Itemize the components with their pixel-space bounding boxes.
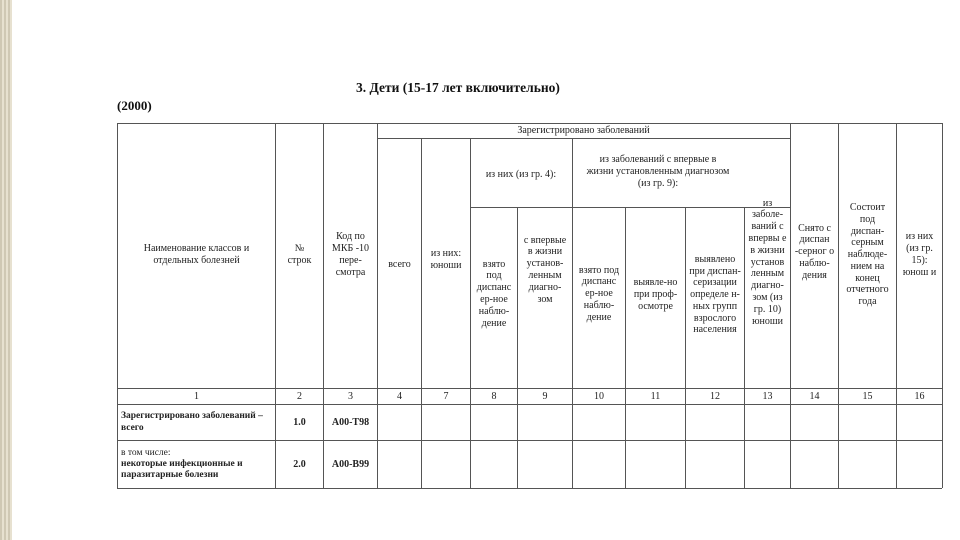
header-col12-dispensarization: выявлено при диспан-серизации определе н-ных групп взрослого населения bbox=[689, 253, 741, 336]
column-number: 16 bbox=[914, 390, 925, 402]
header-col1-name: Наименование классов и отдельных болезней bbox=[143, 243, 250, 266]
header-line-registered bbox=[377, 138, 790, 139]
col-divider bbox=[421, 138, 422, 488]
header-col13-boys-first-time: из заболе-ваний с впервы е в жизни установ ленным диагно-зом (из гр. 10) юноши bbox=[748, 197, 787, 327]
page-title: 3. Дети (15-17 лет включительно) bbox=[356, 80, 560, 95]
row-disease-name: Зарегистрировано заболеваний – всего bbox=[121, 411, 263, 433]
row-icd-code: A00-T98 bbox=[331, 416, 370, 428]
header-col16-boys: из них (из гр. 15): юнош и bbox=[902, 231, 937, 278]
column-number: 8 bbox=[491, 390, 497, 402]
header-line-subgroups bbox=[470, 207, 790, 208]
col-divider bbox=[896, 123, 897, 488]
header-registered: Зарегистрировано заболеваний bbox=[517, 124, 650, 136]
column-number: 1 bbox=[194, 390, 199, 402]
header-col15-under-observation: Состоит под диспан-серным наблюде-нием на конец отчетного года bbox=[846, 201, 889, 308]
column-number: 11 bbox=[650, 390, 661, 402]
header-col2-line: № строк bbox=[287, 243, 312, 266]
row-icd-code: A00-B99 bbox=[331, 458, 370, 470]
header-col10-dispensary: взято под диспанс ер-ное наблю-дение bbox=[578, 264, 620, 323]
col-divider bbox=[625, 207, 626, 488]
col-divider bbox=[790, 123, 791, 488]
column-number: 4 bbox=[397, 390, 402, 402]
row-disease-name: некоторые инфекционные и паразитарные болезни bbox=[121, 458, 243, 481]
header-col3-code: Код по МКБ -10 пере-смотра bbox=[331, 231, 370, 278]
row-name-prefix: в том числе: bbox=[121, 447, 171, 458]
header-col11-checkup: выявле-но при проф-осмотре bbox=[633, 277, 678, 312]
row-line-number: 1.0 bbox=[293, 416, 306, 428]
header-first-time-group: из заболеваний с впервые в жизни установленным диагнозом (из гр. 9): bbox=[586, 154, 730, 189]
row-disease-cell bbox=[118, 441, 275, 488]
column-number: 10 bbox=[594, 390, 604, 402]
header-col14-removed: Снято с диспан -серног о наблю-дения bbox=[794, 222, 835, 281]
column-number: 13 bbox=[762, 390, 773, 402]
table-bottom-border bbox=[117, 488, 942, 489]
column-number: 14 bbox=[809, 390, 820, 402]
column-number: 3 bbox=[348, 390, 353, 402]
header-col9-first-time: с впервые в жизни установ-ленным диагно-зом bbox=[523, 234, 567, 305]
column-number: 12 bbox=[710, 390, 720, 402]
row-line-number: 2.0 bbox=[293, 458, 306, 470]
table-right-border bbox=[942, 123, 943, 488]
column-number: 7 bbox=[443, 390, 449, 402]
column-number: 15 bbox=[862, 390, 873, 402]
report-year: (2000) bbox=[117, 98, 152, 113]
header-col8-dispensary: взято под диспанс ер-ное наблю-дение bbox=[476, 258, 512, 329]
col-divider bbox=[377, 123, 378, 488]
column-number: 9 bbox=[542, 390, 548, 402]
header-of-them-gr4: из них (из гр. 4): bbox=[485, 169, 557, 181]
left-decorative-strip bbox=[0, 0, 12, 540]
header-col7-boys: из них: юноши bbox=[430, 248, 462, 271]
header-col4-total: всего bbox=[388, 259, 411, 271]
column-number: 2 bbox=[297, 390, 302, 402]
